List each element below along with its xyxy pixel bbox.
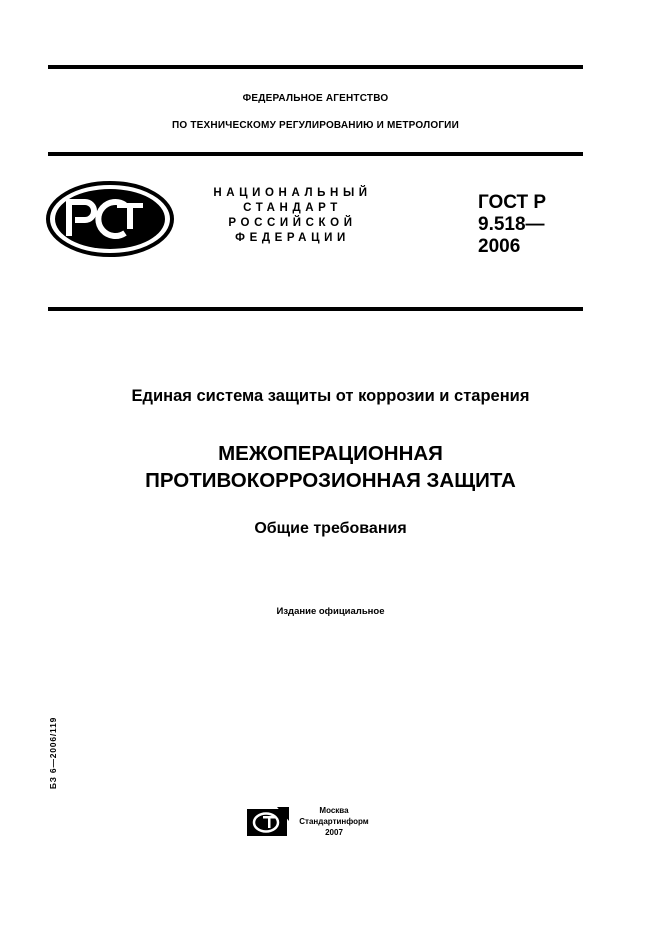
title-line-1: МЕЖОПЕРАЦИОННАЯ [218, 442, 443, 465]
top-rule [48, 65, 583, 69]
gost-line-1: ГОСТ Р [478, 192, 547, 213]
side-code: БЗ 6—2006/119 [48, 716, 58, 790]
document-subtitle: Общие требования [254, 520, 407, 537]
publisher-city: Москва [319, 806, 349, 815]
standartinform-logo-icon [247, 807, 289, 837]
natl-line-3: РОССИЙСКОЙ [228, 217, 357, 229]
gost-line-3: 2006 [478, 236, 521, 257]
gost-line-2: 9.518— [478, 214, 545, 235]
agency-line-1: ФЕДЕРАЛЬНОЕ АГЕНТСТВО [242, 93, 389, 104]
standard-block-bottom-rule [48, 307, 583, 311]
gost-number [478, 192, 546, 258]
title-line-2: ПРОТИВОКОРРОЗИОННАЯ ЗАЩИТА [145, 469, 516, 492]
series-title: Единая система защиты от коррозии и старения [131, 387, 530, 405]
header-bottom-rule [48, 152, 583, 156]
natl-line-1: НАЦИОНАЛЬНЫЙ [213, 187, 372, 199]
natl-line-2: СТАНДАРТ [243, 202, 342, 214]
publisher-name: Стандартинформ [299, 817, 369, 826]
publisher-year: 2007 [325, 828, 343, 837]
document-title [0, 440, 661, 494]
agency-line-2: ПО ТЕХНИЧЕСКОМУ РЕГУЛИРОВАНИЮ И МЕТРОЛОГИИ [172, 120, 459, 131]
edition-label: Издание официальное [276, 606, 385, 617]
rst-certification-logo-icon [45, 180, 175, 258]
natl-line-4: ФЕДЕРАЦИИ [235, 232, 350, 244]
national-standard-label [200, 186, 385, 246]
publisher-imprint [294, 805, 374, 838]
